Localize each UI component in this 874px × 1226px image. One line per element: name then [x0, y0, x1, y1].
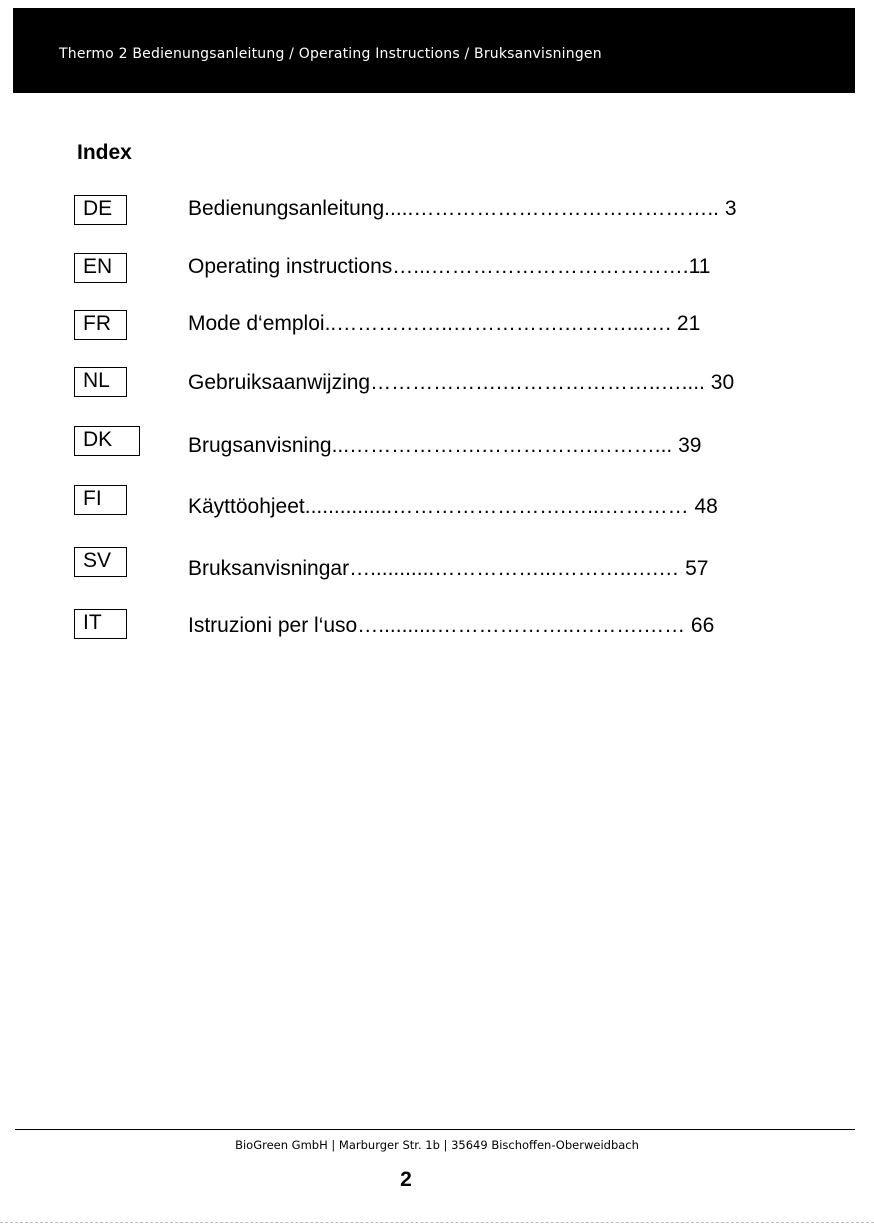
- language-code-box: FI: [74, 485, 127, 515]
- page-number: 2: [400, 1168, 412, 1191]
- document-title: Thermo 2 Bedienungsanleitung / Operating Instructions / Bruksanvisningen: [59, 46, 602, 62]
- toc-entry-link[interactable]: Operating instructions…...……………………………….11: [188, 255, 711, 278]
- toc-row-de: [0, 193, 874, 233]
- footer-divider: [15, 1129, 855, 1130]
- toc-row-dk: [0, 425, 874, 465]
- language-code-box: FR: [74, 310, 127, 340]
- footer-address: BioGreen GmbH | Marburger Str. 1b | 35649 Bischoffen-Oberweidbach: [235, 1138, 639, 1152]
- toc-entry-link[interactable]: Istruzioni per l‘uso…..........………………..……….…… 66: [188, 614, 715, 637]
- language-code-box: NL: [74, 367, 127, 397]
- toc-row-fi: [0, 485, 874, 525]
- toc-row-it: [0, 609, 874, 649]
- toc-entry-link[interactable]: Gebruiksaanwijzing……………….…………………..….... 30: [188, 371, 735, 394]
- toc-entry-link[interactable]: Bedienungsanleitung.....…………………………………….. 3: [188, 197, 737, 220]
- toc-entry-link[interactable]: Mode d‘emploi..……………..…………….………...…. 21: [188, 312, 701, 335]
- index-heading: Index: [77, 141, 132, 164]
- toc-row-en: [0, 251, 874, 291]
- language-code-box: EN: [74, 253, 127, 283]
- header-bar: [13, 8, 855, 93]
- language-code-box: SV: [74, 547, 127, 577]
- language-code-box: DE: [74, 195, 127, 225]
- toc-entry-link[interactable]: Bruksanvisningar…...........……………...………..….… 57: [188, 557, 709, 580]
- toc-entry-link[interactable]: Käyttöohjeet...............…………………….…...………… 48: [188, 495, 718, 518]
- toc-entry-link[interactable]: Brugsanvisning...……………….…………….………... 39: [188, 434, 702, 457]
- toc-row-sv: [0, 547, 874, 587]
- language-code-box: DK: [74, 426, 140, 456]
- page-bottom-edge: [0, 1222, 874, 1223]
- language-code-box: IT: [74, 609, 127, 639]
- toc-row-fr: [0, 308, 874, 348]
- toc-row-nl: [0, 365, 874, 405]
